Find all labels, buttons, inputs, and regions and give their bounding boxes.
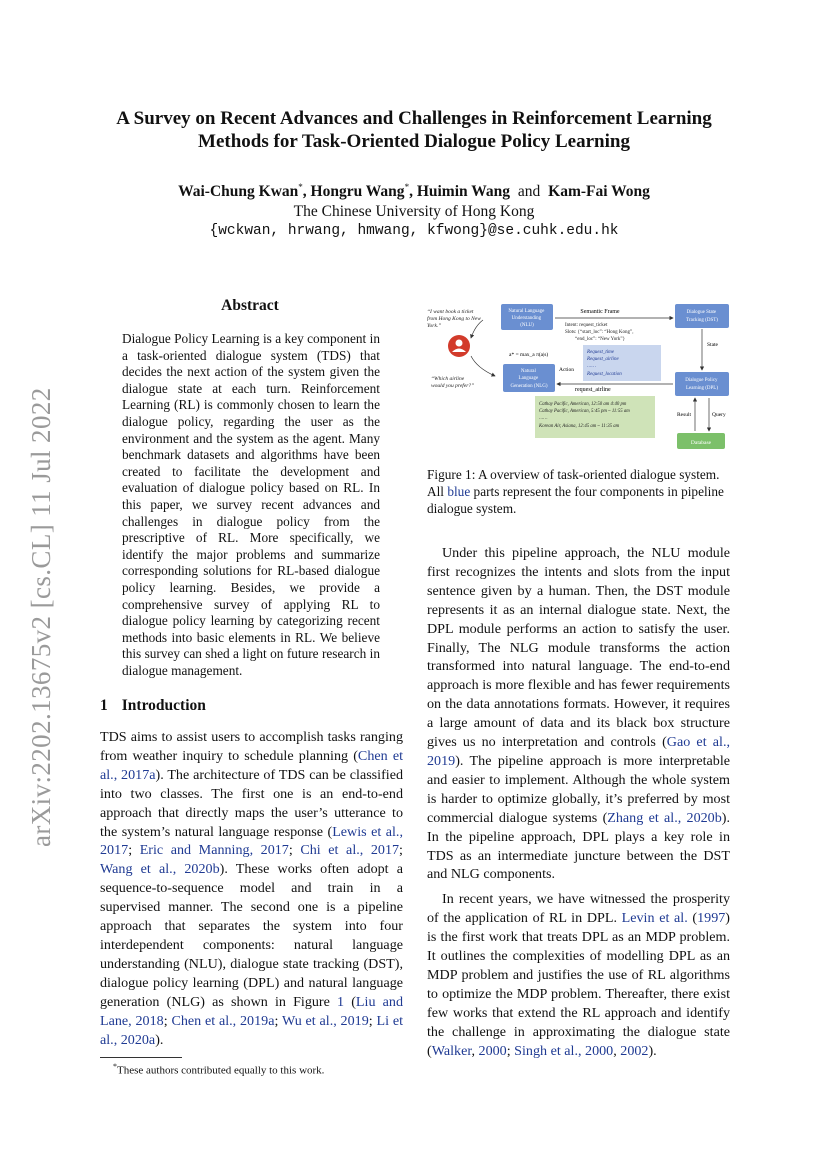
dpl-label: Learning (DPL) (685, 386, 719, 391)
database-label: Database (690, 440, 712, 446)
figure-ref-link[interactable]: 1 (337, 993, 345, 1010)
user-quote-1: from Hong Kong to New (427, 316, 481, 322)
citation-link[interactable]: Chen et al., 2017a (100, 747, 403, 783)
citation-link[interactable]: Lewis et al., 2017 (100, 823, 403, 859)
footnote-rule (100, 1057, 182, 1058)
user-quote-2: “Which airline (431, 376, 465, 382)
request-airline-label: request_airline (575, 387, 611, 393)
section-title: Introduction (121, 697, 206, 714)
section-heading (100, 697, 206, 715)
citation-link[interactable]: Walker (431, 1042, 472, 1059)
dst-label: Dialogue State (686, 310, 717, 315)
citation-link[interactable]: 2002 (620, 1042, 649, 1059)
figure-1-diagram (425, 298, 730, 453)
text-run: ). In the pipeline approach, DPL plays a key role in TDS as an intermediate juncture between the DST and NLG components. (427, 809, 730, 883)
citation-link[interactable]: Li et al., 2020a (100, 1012, 403, 1048)
text-run: ; (274, 1012, 282, 1029)
citation-link[interactable]: Wang et al., 2020b (100, 861, 220, 878)
text-run: ; (163, 1012, 172, 1029)
citation-link[interactable]: Singh et al., 2000 (514, 1042, 614, 1059)
caption-text: Figure 1: A overview of task-oriented dialogue system. All (427, 467, 720, 499)
text-run: ; (368, 1012, 377, 1029)
citation-link[interactable]: Chen et al., 2019a (171, 1012, 275, 1029)
affiliation: The Chinese University of Hong Kong (293, 203, 535, 220)
text-run: In recent years, we have witnessed the prosperity of the application of RL in DPL. (427, 891, 730, 927)
author-1: Wai-Chung Kwan (178, 183, 299, 201)
intro-paragraph (100, 728, 403, 1049)
caption-blue-word: blue (447, 484, 471, 499)
pipeline-paragraph (427, 544, 730, 884)
text-run: , (471, 1042, 479, 1059)
text-run: TDS aims to assist users to accomplish tasks ranging from weather inquiry to schedule planning ( (100, 729, 403, 764)
result-label: Result (677, 412, 692, 418)
citation-link[interactable]: Gao et al., 2019 (427, 734, 730, 769)
text-run: ). (155, 1031, 164, 1048)
paper-title (60, 107, 768, 153)
svg-text:“Which airline would you p (431, 375, 474, 389)
citation-link[interactable]: 1997 (697, 910, 726, 927)
nlu-label: Natural Language (508, 309, 545, 314)
figure-caption (427, 466, 730, 517)
rl-paragraph (427, 890, 730, 1060)
author-email: {wckwan, hrwang, hmwang, kfwong}@se.cuhk.edu.hk (209, 223, 619, 239)
db-row: Korean Air, Asiana, 12:45 am ~ 11:35 am (539, 424, 620, 429)
citation-link[interactable]: Liu and Lane, 2018 (100, 993, 403, 1029)
dst-box (675, 304, 729, 328)
request-item: Request_airline (587, 357, 619, 362)
intent-text: Intent: request_ticket (565, 323, 608, 328)
text-run: ; (506, 1042, 515, 1059)
text-run: ; (399, 842, 403, 859)
text-run: ( (687, 910, 698, 927)
author-2: Hongru Wang (310, 183, 405, 201)
action-label: Action (559, 367, 574, 373)
citation-link[interactable]: Levin et al. (621, 910, 688, 927)
dpl-box (675, 372, 729, 396)
citation-link[interactable]: Zhang et al., 2020b (607, 809, 722, 826)
abstract-text: Dialogue Policy Learning is a key component in a task-oriented dialogue system (TDS) that decides the next action of the system given the dialogue state at each turn. Reinforcement Learning (RL) is commonly chosen to learn the dialogue policy, regarding the user as the environment and the system as the agent. Many benchmark datasets and algorithms have been created to facilitate the development and evaluation of dialogue policy based on RL. In this paper, we survey recent advances and challenges in dialogue policy from the prescriptive of RL. More specifically, we identify the major problems and summarize corresponding solutions for RL-based dialogue policy learning. Besides, we provide a comprehensive survey of applying RL to dialogue policy learning by categorizing recent methods into basic elements in RL. We believe this survey can shed a light on future research in dialogue management. (122, 331, 380, 678)
db-row: Cathay Pacific, American, 12:50 am 4:40 pm (539, 402, 627, 407)
citation-link[interactable]: Chi et al., 2017 (300, 842, 400, 859)
semantic-frame-label: Semantic Frame (580, 309, 620, 315)
arxiv-stamp (12, 375, 62, 855)
section-number: 1 (100, 697, 108, 714)
caption-text: parts represent the four components in pipeline dialogue system. (427, 484, 724, 516)
db-row: …… (539, 416, 548, 421)
slots-text: Slots: {“start_loc”: “Hong Kong”, (565, 330, 634, 335)
title-line-2: Methods for Task-Oriented Dialogue Policy Learning (198, 131, 630, 152)
text-run: ). The pipeline approach is more interpretable and easier to implement. Although the whole system is harder to optimize globally, it’s preferred by most commercial dialogue systems ( (427, 752, 730, 826)
user-quote-2: would you prefer?” (431, 383, 475, 389)
user-quote-1: “I want book a ticket (427, 309, 474, 315)
text-run: ; (128, 842, 140, 859)
citation-link[interactable]: Eric and Manning, 2017 (139, 842, 289, 859)
text-run: Under this pipeline approach, the NLU module first recognizes the intents and slots from the input sentence given by a human. Then, the DST module represents it as an internal dialogue state. Next, the DPL module performs an action to satisfy the user. Finally, The NLG module transforms the action transformed into natural language. The end-to-end approach is more flexible and has fewer requirements on the data annotations formats. However, it requires a large amount of data and its black box structure gives us no interpretation and controls ( (427, 545, 730, 751)
citation-link[interactable]: 2000 (478, 1042, 507, 1059)
dst-label: Tracking (DST) (686, 318, 718, 323)
query-label: Query (712, 412, 726, 418)
text-run: , (613, 1042, 621, 1059)
arxiv-stamp-text: arXiv:2202.13675v2 [cs.CL] 11 Jul 2022 (26, 387, 56, 847)
policy-formula: a* = max_a π(a|s) (509, 352, 549, 358)
footnote (113, 1062, 324, 1077)
footnote-text: These authors contributed equally to this work. (117, 1064, 325, 1077)
state-label: State (707, 342, 718, 348)
title-line-1: A Survey on Recent Advances and Challenges in Reinforcement Learning (116, 108, 712, 129)
nlg-label: Natural (520, 369, 536, 374)
text-run: ). (648, 1042, 657, 1059)
slots-text: “end_loc”: “New York”} (575, 337, 626, 342)
text-run: ; (288, 842, 301, 859)
nlg-label: Language (518, 376, 539, 381)
user-quote-1: York.” (427, 323, 442, 329)
request-item: Request_time (587, 350, 614, 355)
text-run: ( (344, 993, 356, 1010)
text-run: ). The architecture of TDS can be classified into two classes. The first one is an end-to-end approach that directly maps the user’s utterance to the system’s natural language response ( (100, 766, 403, 840)
citation-link[interactable]: Wu et al., 2019 (281, 1012, 369, 1029)
nlu-label: Understanding (511, 316, 542, 321)
request-item: …… (587, 364, 596, 369)
dpl-label: Dialogue Policy (685, 378, 718, 383)
svg-text:Intent: request_ticket Slo (565, 323, 635, 342)
db-row: Cathay Pacific, American, 5:45 pm ~ 11:55 am (539, 409, 630, 414)
author-and: and (517, 183, 541, 201)
text-run: ). These works often adopt a sequence-to-sequence model and train in a supervised manner. The second one is a pipeline approach that separates the system into four interdependent components: natural language understanding (NLU), dialogue state tracking (DST), dialogue policy learning (DPL) and natural language generation (NLG) as shown in Figure (100, 861, 403, 1010)
footnote-mark: * (113, 1062, 117, 1071)
author-3: Huimin Wang (416, 183, 510, 201)
user-icon (448, 335, 470, 357)
abstract-heading: Abstract (221, 297, 279, 314)
text-run: ) is the first work that treats DPL as an MDP problem. It outlines the complexities of modelling DPL as an MDP problem and justifies the use of RL algorithms to optimize the MDP problem. Thereafter, there exist few works that extend the RL approach and identify the challenge in approximating the dialogue state ( (427, 910, 730, 1059)
right-column-body (427, 544, 730, 1060)
nlu-label: (NLU) (520, 323, 534, 328)
author-list: Wai-Chung Kwan*, Hongru Wang*, Huimin Wang and Kam-Fai Wong (178, 182, 650, 201)
request-item: Request_location (587, 372, 622, 377)
nlg-label: Generation (NLG) (510, 384, 548, 389)
author-4: Kam-Fai Wong (548, 183, 650, 201)
svg-text:“I want book a ticket from (427, 308, 482, 329)
